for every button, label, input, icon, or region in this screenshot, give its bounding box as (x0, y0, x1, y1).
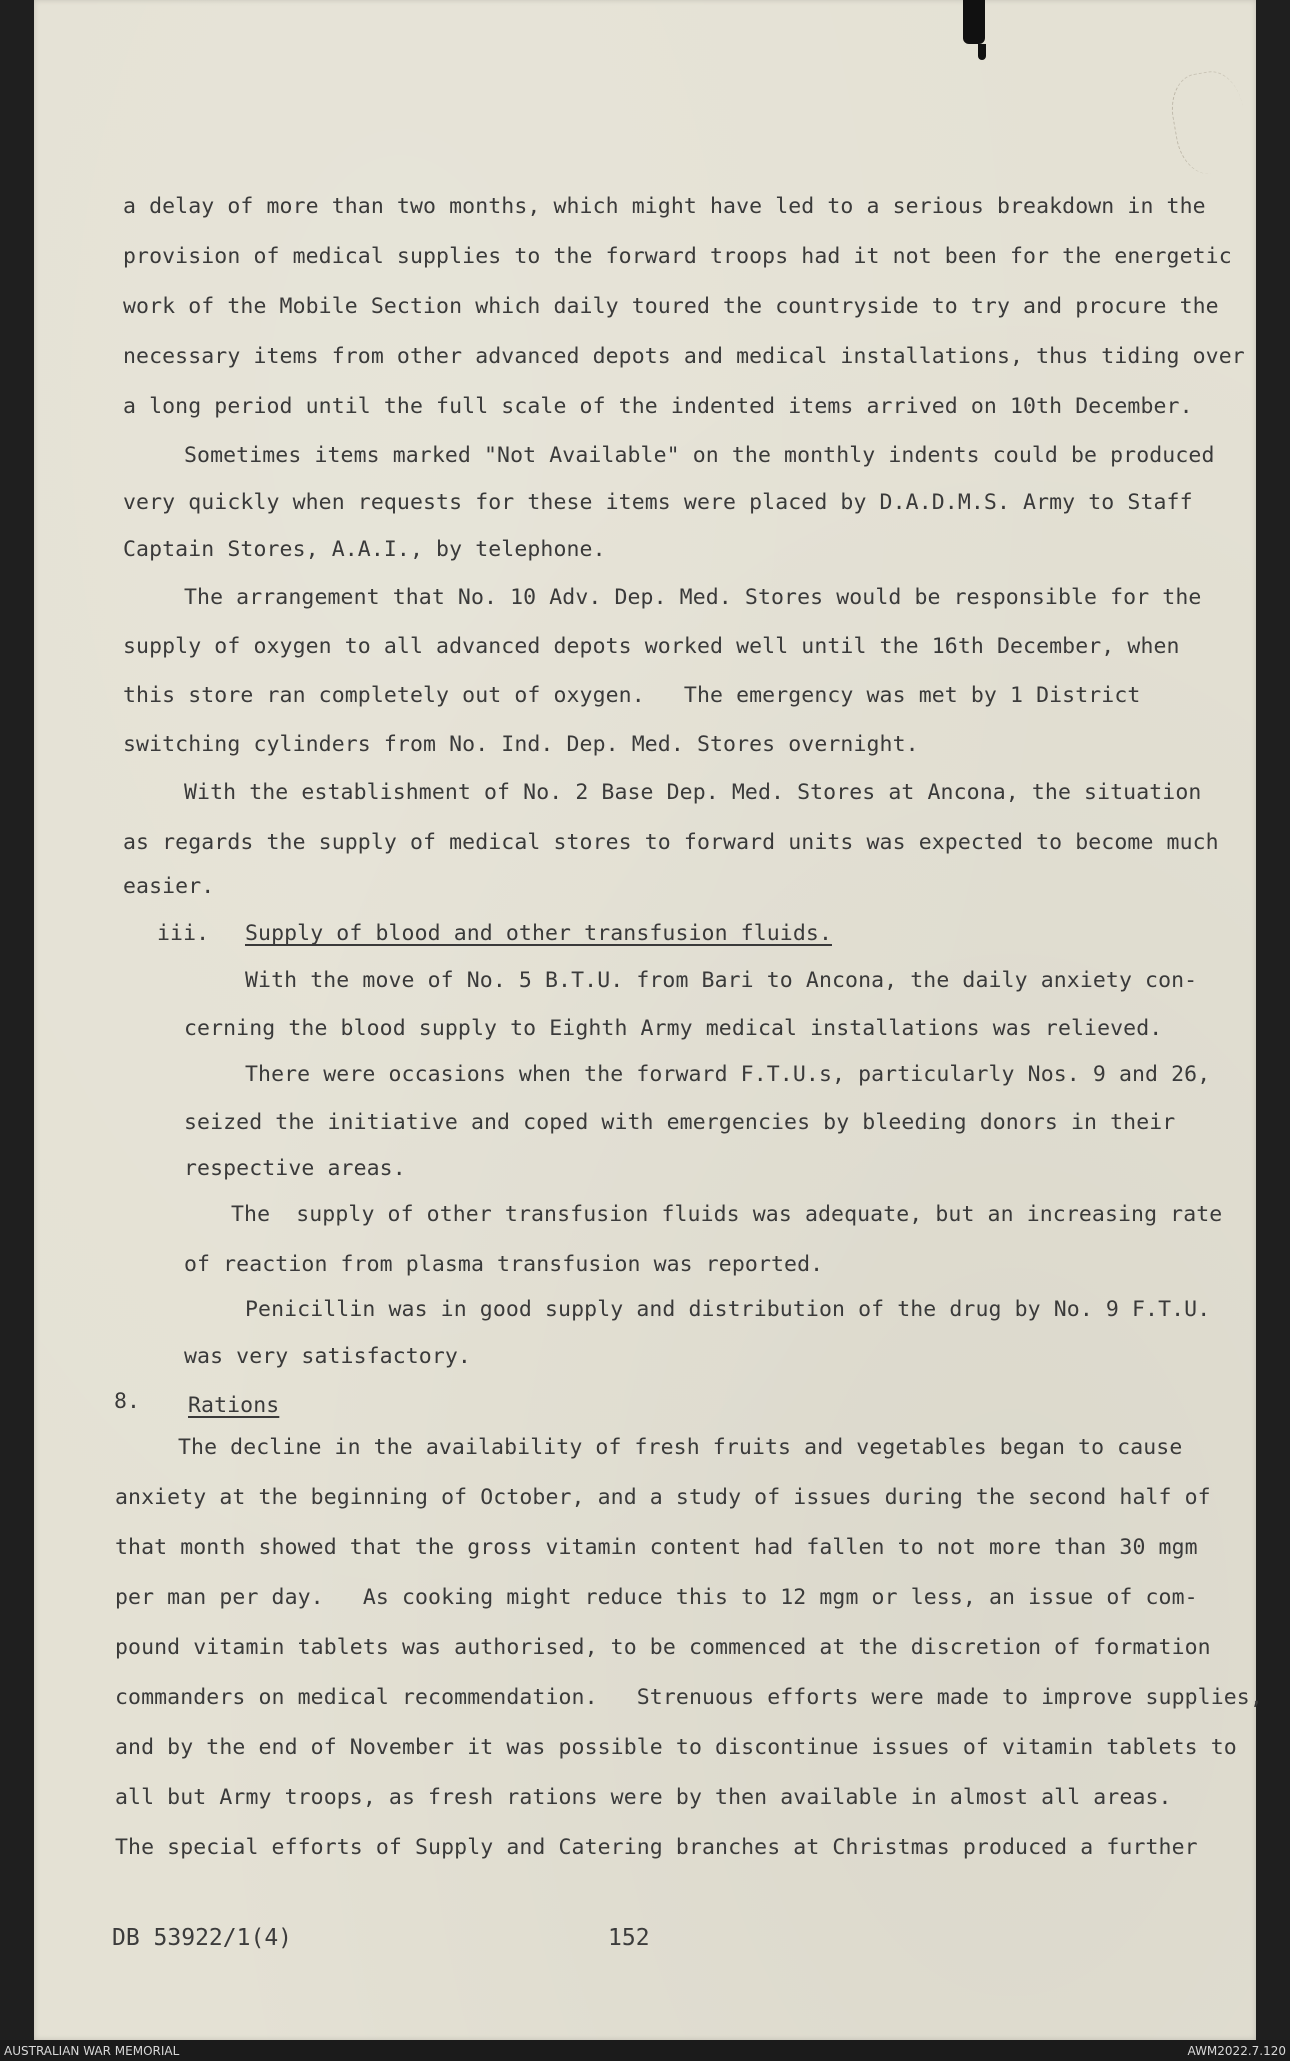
text-line: very quickly when requests for these items were placed by D.A.D.M.S. Army to Staff (123, 490, 1193, 515)
text-line: pound vitamin tablets was authorised, to be commenced at the discretion of formation (115, 1635, 1211, 1660)
text-line: anxiety at the beginning of October, and a study of issues during the second half of (115, 1485, 1211, 1510)
text-line: was very satisfactory. (184, 1344, 471, 1369)
text-line: supply of oxygen to all advanced depots worked well until the 16th December, when (123, 634, 1180, 659)
paper-crease (1166, 67, 1253, 179)
text-line: The arrangement that No. 10 Adv. Dep. Med. Stores would be responsible for the (184, 585, 1202, 610)
punch-hole-tear (978, 44, 986, 60)
footer-accession-number: AWM2022.7.120 (1187, 2044, 1286, 2058)
text-line: Captain Stores, A.A.I., by telephone. (123, 537, 606, 562)
section-heading: Rations (188, 1393, 280, 1418)
text-line: this store ran completely out of oxygen. The emergency was met by 1 District (123, 683, 1141, 708)
text-line: as regards the supply of medical stores to forward units was expected to become much (123, 830, 1219, 855)
text-line: The decline in the availability of fresh fruits and vegetables began to cause (178, 1435, 1183, 1460)
text-line: With the establishment of No. 2 Base Dep. Med. Stores at Ancona, the situation (184, 780, 1202, 805)
text-line: of reaction from plasma transfusion was reported. (184, 1252, 824, 1277)
text-line: The special efforts of Supply and Catering branches at Christmas produced a further (115, 1835, 1198, 1860)
section-heading: Supply of blood and other transfusion fluids. (245, 921, 832, 946)
text-line: respective areas. (184, 1156, 406, 1181)
text-line: The supply of other transfusion fluids was adequate, but an increasing rate (231, 1202, 1223, 1227)
page-number: 152 (608, 1925, 650, 1951)
text-line: Penicillin was in good supply and distribution of the drug by No. 9 F.T.U. (245, 1297, 1211, 1322)
section-number: iii. (157, 921, 210, 946)
text-line: switching cylinders from No. Ind. Dep. Med. Stores overnight. (123, 732, 919, 757)
text-line: seized the initiative and coped with emergencies by bleeding donors in their (184, 1110, 1176, 1135)
text-line: With the move of No. 5 B.T.U. from Bari to Ancona, the daily anxiety con- (245, 968, 1198, 993)
text-line: a long period until the full scale of the indented items arrived on 10th December. (123, 394, 1193, 419)
section-number: 8. (114, 1389, 141, 1414)
text-line: commanders on medical recommendation. Strenuous efforts were made to improve supplies, (115, 1685, 1263, 1710)
document-reference: DB 53922/1(4) (112, 1925, 293, 1951)
footer-institution: AUSTRALIAN WAR MEMORIAL (4, 2044, 180, 2058)
text-line: provision of medical supplies to the forward troops had it not been for the energetic (123, 244, 1232, 269)
text-line: necessary items from other advanced depots and medical installations, thus tiding over (123, 344, 1245, 369)
archive-footer (0, 2040, 1290, 2061)
text-line: cerning the blood supply to Eighth Army medical installations was relieved. (184, 1016, 1163, 1041)
text-line: all but Army troops, as fresh rations were by then available in almost all areas. (115, 1785, 1172, 1810)
text-line: easier. (123, 874, 215, 899)
text-line: per man per day. As cooking might reduce this to 12 mgm or less, an issue of com- (115, 1585, 1198, 1610)
text-line: and by the end of November it was possible to discontinue issues of vitamin tablets to (115, 1735, 1237, 1760)
text-line: work of the Mobile Section which daily toured the countryside to try and procure the (123, 294, 1219, 319)
text-line: There were occasions when the forward F.T.U.s, particularly Nos. 9 and 26, (245, 1062, 1211, 1087)
text-line: a delay of more than two months, which might have led to a serious breakdown in the (123, 194, 1206, 219)
text-line: that month showed that the gross vitamin content had fallen to not more than 30 mgm (115, 1535, 1198, 1560)
text-line: Sometimes items marked "Not Available" on the monthly indents could be produced (184, 443, 1215, 468)
punch-hole (963, 0, 985, 44)
